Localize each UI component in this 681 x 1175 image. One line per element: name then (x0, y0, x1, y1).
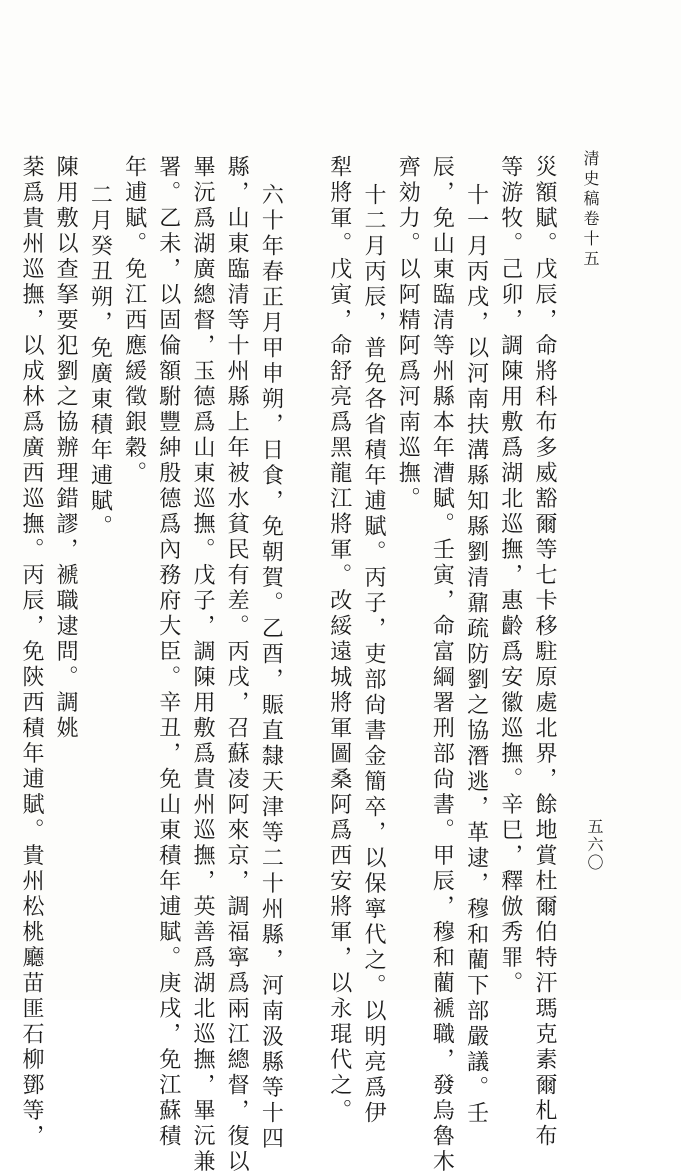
text-column-5: 齊効力。以阿精阿爲河南巡撫。 (395, 155, 421, 512)
text-column-1: 災額賦。戊辰，命將科布多威豁爾等七卡移駐原處北界，餘地賞杜爾伯特汗瑪克素爾札布 (532, 155, 557, 1150)
text-column-9: 六十年春正月甲申朔，日食，免朝賀。乙酉，賑直隸天津等二十州縣，河南汲縣等十四 (258, 183, 284, 1152)
text-column-2: 等游牧。己卯，調陳用敷爲湖北巡撫，惠齡爲安徽巡撫。辛巳，釋倣秀罪。 (497, 155, 523, 997)
text-column-10: 縣，山東臨清等十州縣上年被水貧民有差。丙戌，召蘇凌阿來京，調福寧爲兩江總督，復以 (224, 155, 250, 1175)
text-column-4: 辰，免山東臨清等州縣本年漕賦。壬寅，命富綱署刑部尙書。甲辰，穆和藺褫職，發烏魯木 (429, 155, 455, 1175)
running-header-book-title: 清史稿卷十五 (581, 150, 600, 270)
text-column-12: 署。乙未，以固倫額駙豐紳殷德爲內務府大臣。辛丑，免山東積年逋賦。庚戌，免江蘇積 (155, 155, 181, 1150)
text-column-16: 棻爲貴州巡撫，以成林爲廣西巡撫。丙辰，免陝西積年逋賦。貴州松桃廳苗匪石柳鄧等， (18, 155, 44, 1150)
text-column-6: 十二月丙辰，普免各省積年逋賦。丙子，吏部尙書金簡卒，以保寧代之。以明亮爲伊 (360, 183, 386, 1127)
page-number: 五六〇 (585, 818, 604, 872)
text-column-7: 犁將軍。戊寅，命舒亮爲黑龍江將軍。改綏遠城將軍圖桑阿爲西安將軍，以永琨代之。 (326, 155, 352, 1124)
vertical-text-body (14, 155, 561, 1175)
text-column-14: 二月癸丑朔，免廣東積年逋賦。 (87, 183, 113, 540)
text-column-3: 十一月丙戌，以河南扶溝縣知縣劉清鼐疏防劉之協潛逃，革逮，穆和藺下部嚴議。壬 (463, 183, 489, 1127)
blank-column (287, 155, 321, 875)
text-column-13: 年逋賦。免江西應緩徵銀穀。 (121, 155, 147, 487)
text-column-11: 畢沅爲湖廣總督，玉德爲山東巡撫。戊子，調陳用敷爲貴州巡撫，英善爲湖北巡撫，畢沅兼 (189, 155, 215, 1175)
text-column-15: 陳用敷以查拏要犯劉之協辦理錯謬，褫職逮問。調姚 (53, 155, 79, 742)
